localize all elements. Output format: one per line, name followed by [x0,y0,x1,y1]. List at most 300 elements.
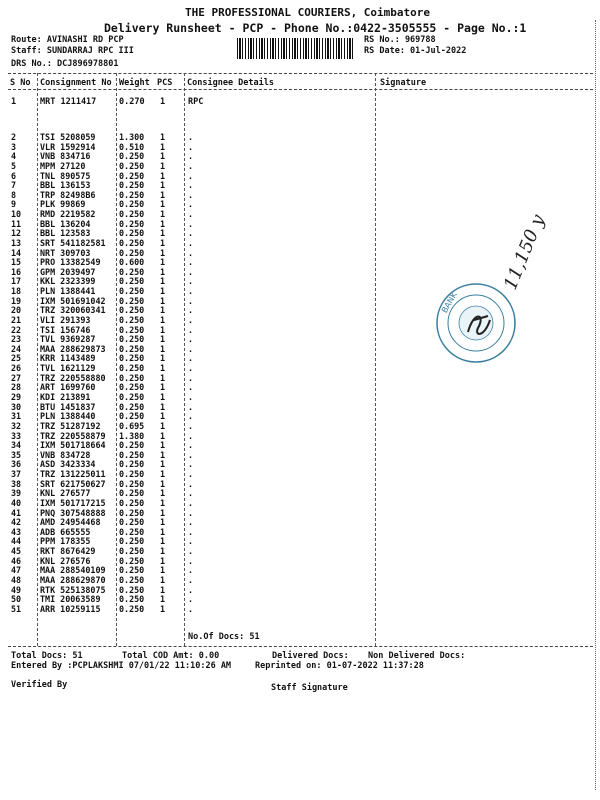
row-consignment: BBL 136204 [40,218,91,229]
entered-by: Entered By :PCPLAKSHMI 07/01/22 11:10:26 AM [11,661,232,671]
rs-date: RS Date: 01-Jul-2022 [364,46,467,56]
row-weight: 0.250 [119,237,145,248]
row-consignment: TRP 82498B6 [40,189,96,200]
row-weight: 0.250 [119,603,145,614]
table-row [0,258,370,266]
row-pcs: 1 [160,488,166,499]
row-sno: 21 [11,314,22,325]
row-pcs: 1 [160,497,166,508]
row-sno: 51 [11,603,22,614]
row-weight: 0.250 [119,180,145,191]
row-consignment: KKL 2323399 [40,276,96,287]
row-weight: 0.250 [119,469,145,480]
row-consignee: . [188,507,194,518]
row-weight: 0.250 [119,536,145,547]
row-weight: 0.250 [119,286,145,297]
row-weight: 0.250 [119,411,145,422]
row-pcs: 1 [160,286,166,297]
row-sno: 48 [11,574,22,585]
row-weight: 0.250 [119,199,145,210]
table-row [0,557,370,565]
row-pcs: 1 [160,363,166,374]
row-consignment: MAA 288629870 [40,574,106,585]
row-consignment: KNL 276577 [40,488,91,499]
row-consignee: . [188,199,194,210]
row-consignee: . [188,603,194,614]
row-pcs: 1 [160,199,166,210]
row-weight: 0.250 [119,228,145,239]
row-pcs: 1 [160,218,166,229]
row-consignee: . [188,440,194,451]
row-consignment: TVL 1621129 [40,363,96,374]
row-consignee: . [188,497,194,508]
row-pcs: 1 [160,209,166,220]
row-consignment: TSI 5208059 [40,132,96,142]
row-sno: 4 [11,151,17,162]
row-consignee: . [188,141,194,152]
runsheet-title: Delivery Runsheet - PCP - Phone No.:0422-3505555 - Page No.:1 [104,21,527,35]
table-row [0,470,370,478]
row-consignment: SRT 541182581 [40,237,106,248]
row-pcs: 1 [160,440,166,451]
row-consignment: VNB 834716 [40,151,91,162]
row-weight: 0.250 [119,305,145,316]
row-pcs: 1 [160,430,166,441]
row-consignee: . [188,459,194,470]
row-consignment: TRZ 220558879 [40,430,106,441]
table-row [0,528,370,536]
row-sno: 30 [11,401,22,412]
row-sno: 42 [11,517,22,528]
row-weight: 0.250 [119,334,145,345]
row-consignee: . [188,170,194,181]
row-weight: 0.250 [119,209,145,220]
row-consignment: PNQ 307548888 [40,507,106,518]
row-consignee: . [188,574,194,585]
row-consignment: KRR 1143489 [40,353,96,364]
row-consignee: . [188,353,194,364]
row-sno: 22 [11,324,22,335]
row-pcs: 1 [160,536,166,547]
row-sno: 11 [11,218,22,229]
row-consignee: . [188,363,194,374]
table-row [0,480,370,488]
row-consignee: . [188,151,194,162]
row-weight: 0.250 [119,546,145,557]
table-row [0,393,370,401]
row-weight: 0.250 [119,594,145,605]
row-pcs: 1 [160,526,166,537]
row-pcs: 1 [160,151,166,162]
row-pcs: 1 [160,334,166,345]
row-consignment: MPM 27120 [40,160,86,171]
row-sno: 29 [11,392,22,402]
drs-number: DRS No.: DCJ896978801 [11,59,119,69]
row-1-pcs: 1 [160,97,166,107]
row-1-consignee: RPC [188,97,204,107]
row-consignment: KDI 213891 [40,392,91,402]
table-row [0,306,370,314]
table-row [0,576,370,584]
row-weight: 0.250 [119,488,145,499]
row-sno: 40 [11,497,22,508]
row-sno: 13 [11,237,22,248]
row-consignment: PLN 1388440 [40,411,96,422]
row-sno: 10 [11,209,22,220]
row-weight: 0.250 [119,440,145,451]
row-consignee: . [188,517,194,528]
row-consignee: . [188,594,194,605]
row-weight: 0.695 [119,420,145,431]
row-consignee: . [188,286,194,297]
row-sno: 36 [11,459,22,470]
row-pcs: 1 [160,180,166,191]
row-consignee: . [188,449,194,460]
row-pcs: 1 [160,584,166,595]
row-weight: 0.250 [119,478,145,489]
row-pcs: 1 [160,411,166,422]
row-sno: 34 [11,440,22,451]
row-sno: 3 [11,141,17,152]
row-pcs: 1 [160,382,166,393]
table-row [0,460,370,468]
row-weight: 0.250 [119,449,145,460]
table-row [0,181,370,189]
row-weight: 0.250 [119,497,145,508]
table-row [0,143,370,151]
row-consignment: TRZ 220558880 [40,372,106,383]
table-row [0,518,370,526]
table-row [0,364,370,372]
row-weight: 0.250 [119,565,145,576]
table-row [0,432,370,440]
table-row [0,605,370,613]
row-consignment: PPM 178355 [40,536,91,547]
col-header-weight: Weight [119,78,150,88]
table-row [0,162,370,170]
row-pcs: 1 [160,141,166,152]
row-pcs: 1 [160,478,166,489]
row-consignment: IXM 501717215 [40,497,106,508]
table-row [0,335,370,343]
table-row [0,595,370,603]
row-weight: 0.250 [119,526,145,537]
row-weight: 1.300 [119,132,145,142]
bank-stamp [434,280,518,366]
row-consignment: TRZ 131225011 [40,469,106,480]
row-consignment: RKT 8676429 [40,546,96,557]
row-pcs: 1 [160,517,166,528]
row-consignment: ARR 10259115 [40,603,101,614]
row-weight: 0.600 [119,257,145,268]
row-pcs: 1 [160,420,166,431]
delivered-docs: Delivered Docs: [272,651,349,661]
row-1-sno: 1 [11,97,17,107]
table-row [0,326,370,334]
row-pcs: 1 [160,603,166,614]
row-1-weight: 0.270 [119,97,145,107]
row-weight: 0.250 [119,584,145,595]
row-1-consignment: MRT 1211417 [40,97,97,107]
row-pcs: 1 [160,401,166,412]
row-consignee: . [188,555,194,566]
row-sno: 8 [11,189,17,200]
row-consignment: TNL 890575 [40,170,91,181]
table-row [0,297,370,305]
row-sno: 33 [11,430,22,441]
row-pcs: 1 [160,574,166,585]
row-pcs: 1 [160,459,166,470]
verified-by: Verified By [11,680,68,690]
row-sno: 31 [11,411,22,422]
row-sno: 26 [11,363,22,374]
row-sno: 6 [11,170,17,181]
row-weight: 0.250 [119,160,145,171]
row-consignment: TRZ 320060341 [40,305,106,316]
table-row [0,489,370,497]
row-pcs: 1 [160,314,166,325]
row-consignee: . [188,237,194,248]
row-weight: 0.250 [119,218,145,229]
row-consignee: . [188,189,194,200]
row-consignment: BBL 136153 [40,180,91,191]
row-consignment: BTU 1451837 [40,401,96,412]
table-row [0,422,370,430]
row-consignee: . [188,565,194,576]
row-weight: 0.250 [119,401,145,412]
row-consignee: . [188,382,194,393]
row-weight: 0.250 [119,189,145,200]
row-pcs: 1 [160,228,166,239]
row-consignee: . [188,314,194,325]
row-pcs: 1 [160,132,166,142]
reprinted-on: Reprinted on: 01-07-2022 11:37:28 [255,661,424,671]
row-consignment: RTK 525138075 [40,584,106,595]
row-sno: 46 [11,555,22,566]
col-header-consignment: Consignment No [40,78,112,88]
row-weight: 0.250 [119,276,145,287]
row-consignment: VNB 834728 [40,449,91,460]
row-consignment: ART 1699760 [40,382,96,393]
rs-number: RS No.: 969788 [364,35,436,45]
row-sno: 49 [11,584,22,595]
row-pcs: 1 [160,392,166,402]
staff-signature: Staff Signature [271,683,348,693]
table-row [0,537,370,545]
row-consignee: . [188,132,194,142]
row-sno: 44 [11,536,22,547]
row-consignee: . [188,276,194,287]
row-consignee: . [188,247,194,258]
row-pcs: 1 [160,565,166,576]
table-row [0,152,370,160]
table-row [0,268,370,276]
row-sno: 27 [11,372,22,383]
row-consignee: . [188,334,194,345]
row-consignee: . [188,160,194,171]
row-pcs: 1 [160,170,166,181]
table-row [0,566,370,574]
table-row [0,412,370,420]
company-title: THE PROFESSIONAL COURIERS, Coimbatore [185,6,431,19]
row-pcs: 1 [160,189,166,200]
row-consignee: . [188,343,194,354]
row-sno: 16 [11,266,22,277]
row-weight: 1.380 [119,430,145,441]
row-pcs: 1 [160,449,166,460]
row-pcs: 1 [160,546,166,557]
table-row [0,133,370,141]
row-consignment: IXM 501718664 [40,440,106,451]
row-consignee: . [188,546,194,557]
row-sno: 28 [11,382,22,393]
row-consignee: . [188,469,194,480]
row-weight: 0.250 [119,392,145,402]
row-consignment: VLI 291393 [40,314,91,325]
table-row [0,345,370,353]
row-sno: 12 [11,228,22,239]
row-sno: 18 [11,286,22,297]
row-weight: 0.250 [119,353,145,364]
row-sno: 25 [11,353,22,364]
row-weight: 0.250 [119,459,145,470]
no-of-docs: No.Of Docs: 51 [188,632,260,642]
table-row [0,374,370,382]
row-pcs: 1 [160,343,166,354]
row-consignee: . [188,180,194,191]
row-weight: 0.250 [119,295,145,306]
row-weight: 0.250 [119,266,145,277]
row-consignment: VLR 1592914 [40,141,96,152]
row-pcs: 1 [160,594,166,605]
row-pcs: 1 [160,353,166,364]
col-header-pcs: PCS [157,78,173,88]
row-pcs: 1 [160,247,166,258]
row-consignee: . [188,218,194,229]
table-row [0,499,370,507]
row-consignment: TRZ 51287192 [40,420,101,431]
table-row [0,277,370,285]
row-consignment: GPM 2039497 [40,266,96,277]
row-sno: 38 [11,478,22,489]
row-consignee: . [188,430,194,441]
row-sno: 2 [11,132,17,142]
row-sno: 39 [11,488,22,499]
row-weight: 0.250 [119,507,145,518]
row-consignee: . [188,536,194,547]
table-row [0,239,370,247]
row-pcs: 1 [160,305,166,316]
row-sno: 5 [11,160,17,171]
row-consignment: PLK 99869 [40,199,86,210]
col-header-signature: Signature [380,78,427,88]
table-row [0,316,370,324]
row-weight: 0.250 [119,170,145,181]
row-sno: 24 [11,343,22,354]
row-consignee: . [188,209,194,220]
row-consignee: . [188,305,194,316]
row-pcs: 1 [160,507,166,518]
row-weight: 0.250 [119,382,145,393]
table-row [0,210,370,218]
table-row [0,191,370,199]
row-consignment: NRT 309703 [40,247,91,258]
row-sno: 41 [11,507,22,518]
table-row [0,403,370,411]
row-weight: 0.250 [119,555,145,566]
row-consignment: TVL 9369287 [40,334,96,345]
row-weight: 0.250 [119,372,145,383]
row-sno: 14 [11,247,22,258]
row-consignee: . [188,295,194,306]
row-weight: 0.250 [119,151,145,162]
table-row [0,200,370,208]
row-pcs: 1 [160,266,166,277]
row-sno: 19 [11,295,22,306]
row-consignment: MAA 288540109 [40,565,106,576]
row-sno: 37 [11,469,22,480]
table-row [0,586,370,594]
row-consignee: . [188,257,194,268]
row-consignment: IXM 501691042 [40,295,106,306]
row-pcs: 1 [160,469,166,480]
row-weight: 0.250 [119,314,145,325]
row-consignee: . [188,228,194,239]
table-row [0,220,370,228]
row-sno: 17 [11,276,22,287]
row-consignment: MAA 288629873 [40,343,106,354]
row-sno: 32 [11,420,22,431]
row-pcs: 1 [160,555,166,566]
row-sno: 9 [11,199,17,210]
row-consignee: . [188,372,194,383]
staff-label: Staff: SUNDARRAJ RPC III [11,46,134,56]
row-consignee: . [188,584,194,595]
row-consignment: RMD 2219582 [40,209,96,220]
row-pcs: 1 [160,372,166,383]
svg-text:BANK: BANK [439,290,459,315]
row-sno: 15 [11,257,22,268]
row-sno: 45 [11,546,22,557]
table-row [0,451,370,459]
row-weight: 0.250 [119,517,145,528]
row-weight: 0.250 [119,363,145,374]
row-consignee: . [188,401,194,412]
row-sno: 7 [11,180,17,191]
row-consignee: . [188,392,194,402]
total-cod-amount: Total COD Amt: 0.00 [122,651,220,661]
row-consignment: ASD 3423334 [40,459,96,470]
row-sno: 43 [11,526,22,537]
row-weight: 0.510 [119,141,145,152]
row-pcs: 1 [160,237,166,248]
row-consignee: . [188,478,194,489]
table-row [0,249,370,257]
row-sno: 47 [11,565,22,576]
row-consignment: AMD 24954468 [40,517,101,528]
row-consignment: ADB 665555 [40,526,91,537]
handwritten-note: 11,150 y [500,211,550,293]
row-consignee: . [188,420,194,431]
row-consignee: . [188,411,194,422]
row-sno: 23 [11,334,22,345]
row-pcs: 1 [160,324,166,335]
total-docs: Total Docs: 51 [11,651,83,661]
col-header-consignee: Consignee Details [187,78,274,88]
row-sno: 20 [11,305,22,316]
row-consignment: BBL 123583 [40,228,91,239]
table-row [0,229,370,237]
